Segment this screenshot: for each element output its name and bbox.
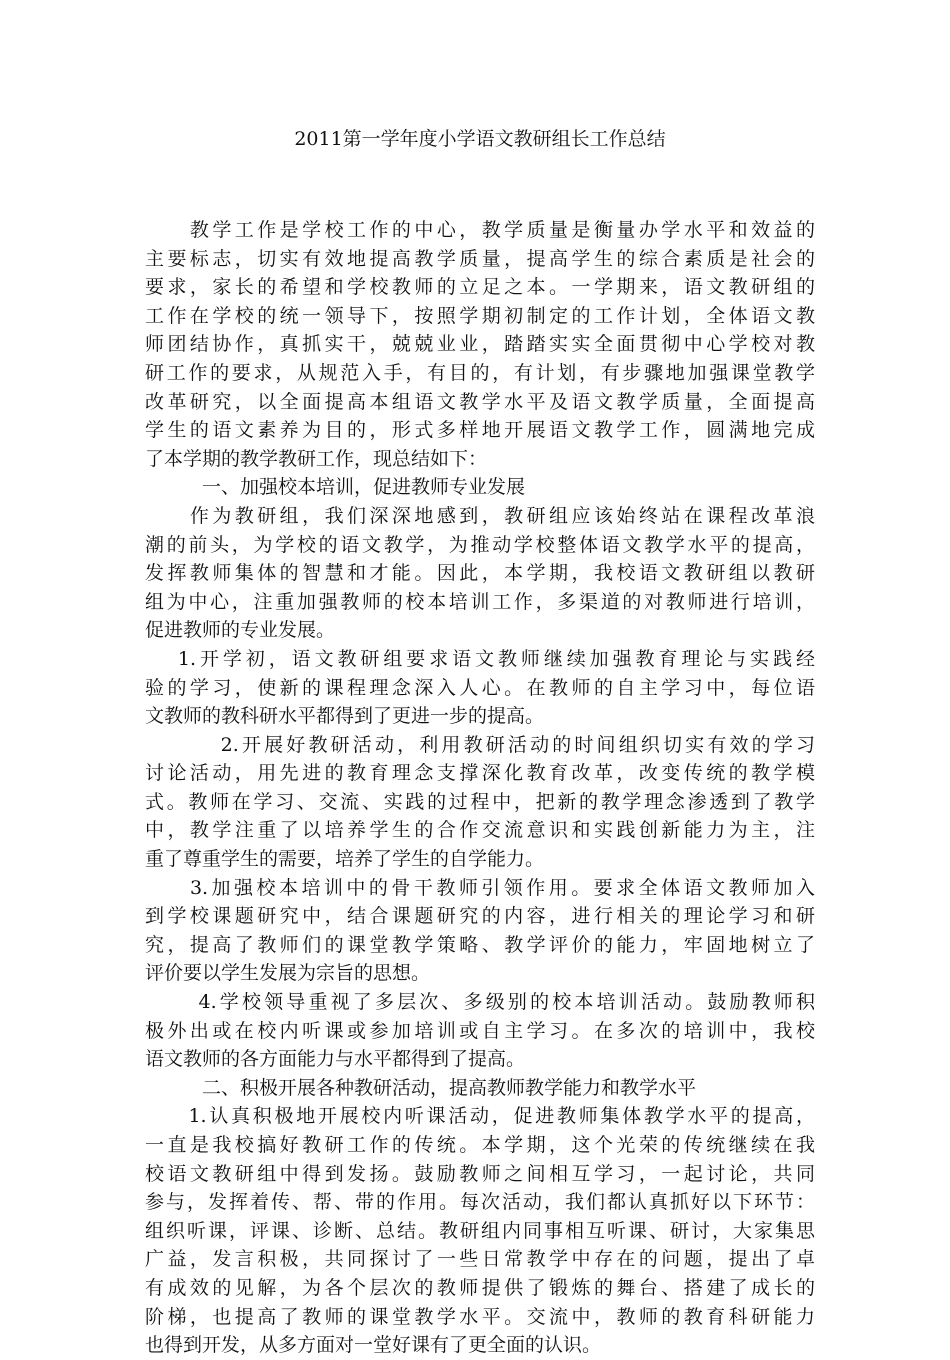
body-line: 潮的前头，为学校的语文教学，为推动学校整体语文教学水平的提高， (145, 533, 815, 556)
body-line: 要求，家长的希望和学校教师的立足之本。一学期来，语文教研组的 (145, 276, 815, 299)
body-line: 4.学校领导重视了多层次、多级别的校本培训活动。鼓励教师积 (145, 991, 815, 1014)
body-line: 到学校课题研究中，结合课题研究的内容，进行相关的理论学习和研 (145, 905, 815, 928)
body-line: 二、积极开展各种教研活动，提高教师教学能力和教学水平 (145, 1076, 697, 1099)
body-line: 重了尊重学生的需要，培养了学生的自学能力。 (145, 848, 545, 871)
body-line: 文教师的教科研水平都得到了更进一步的提高。 (145, 705, 545, 728)
body-line: 促进教师的专业发展。 (145, 619, 336, 642)
body-line: 参与，发挥着传、帮、带的作用。每次活动，我们都认真抓好以下环节： (145, 1191, 815, 1214)
body-line: 教学工作是学校工作的中心，教学质量是衡量办学水平和效益的 (145, 219, 815, 241)
body-line: 有成效的见解，为各个层次的教师提供了锻炼的舞台、搭建了成长的 (145, 1276, 815, 1299)
body-line: 广益，发言积极，共同探讨了一些日常教学中存在的问题，提出了卓 (145, 1248, 815, 1271)
body-line: 极外出或在校内听课或参加培训或自主学习。在多次的培训中，我校 (145, 1019, 815, 1042)
body-line: 1.开学初，语文教研组要求语文教师继续加强教育理论与实践经 (145, 647, 815, 670)
body-line: 2.开展好教研活动，利用教研活动的时间组织切实有效的学习 (145, 733, 815, 756)
body-line: 研工作的要求，从规范入手，有目的，有计划，有步骤地加强课堂教学 (145, 361, 815, 384)
body-line: 也得到开发，从多方面对一堂好课有了更全面的认识。 (145, 1334, 602, 1357)
body-line: 验的学习，使新的课程理念深入人心。在教师的自主学习中，每位语 (145, 676, 815, 699)
body-line: 一、加强校本培训，促进教师专业发展 (145, 476, 526, 499)
document-title: 2011第一学年度小学语文教研组长工作总结 (294, 128, 666, 150)
body-line: 组织听课，评课、诊断、总结。教研组内同事相互听课、研讨，大家集思 (145, 1219, 815, 1242)
body-line: 评价要以学生发展为宗旨的思想。 (145, 962, 431, 985)
body-line: 工作在学校的统一领导下，按照学期初制定的工作计划，全体语文教 (145, 304, 815, 327)
body-line: 式。教师在学习、交流、实践的过程中，把新的教学理念渗透到了教学 (145, 790, 815, 813)
body-line: 讨论活动，用先进的教育理念支撑深化教育改革，改变传统的教学模 (145, 762, 815, 785)
body-line: 发挥教师集体的智慧和才能。因此，本学期，我校语文教研组以教研 (145, 562, 815, 585)
body-line: 改革研究，以全面提高本组语文教学水平及语文教学质量，全面提高 (145, 390, 815, 413)
body-line: 了本学期的教学教研工作，现总结如下： (145, 447, 488, 470)
body-line: 语文教师的各方面能力与水平都得到了提高。 (145, 1048, 526, 1071)
body-line: 3.加强校本培训中的骨干教师引领作用。要求全体语文教师加入 (145, 876, 815, 899)
body-line: 校语文教研组中得到发扬。鼓励教师之间相互学习，一起讨论，共同 (145, 1162, 815, 1185)
body-line: 1.认真积极地开展校内听课活动，促进教师集体教学水平的提高， (145, 1105, 815, 1128)
body-line: 作为教研组，我们深深地感到，教研组应该始终站在课程改革浪 (145, 504, 815, 527)
body-line: 主要标志，切实有效地提高教学质量，提高学生的综合素质是社会的 (145, 247, 815, 270)
body-line: 学生的语文素养为目的，形式多样地开展语文教学工作，圆满地完成 (145, 419, 815, 442)
body-line: 中，教学注重了以培养学生的合作交流意识和实践创新能力为主，注 (145, 819, 815, 842)
body-line: 组为中心，注重加强教师的校本培训工作，多渠道的对教师进行培训， (145, 590, 815, 613)
body-line: 究，提高了教师们的课堂教学策略、教学评价的能力，牢固地树立了 (145, 933, 815, 956)
body-line: 师团结协作，真抓实干，兢兢业业，踏踏实实全面贯彻中心学校对教 (145, 333, 815, 356)
body-line: 阶梯，也提高了教师的课堂教学水平。交流中，教师的教育科研能力 (145, 1305, 815, 1328)
body-line: 一直是我校搞好教研工作的传统。本学期，这个光荣的传统继续在我 (145, 1134, 815, 1156)
document-body (145, 216, 815, 1360)
